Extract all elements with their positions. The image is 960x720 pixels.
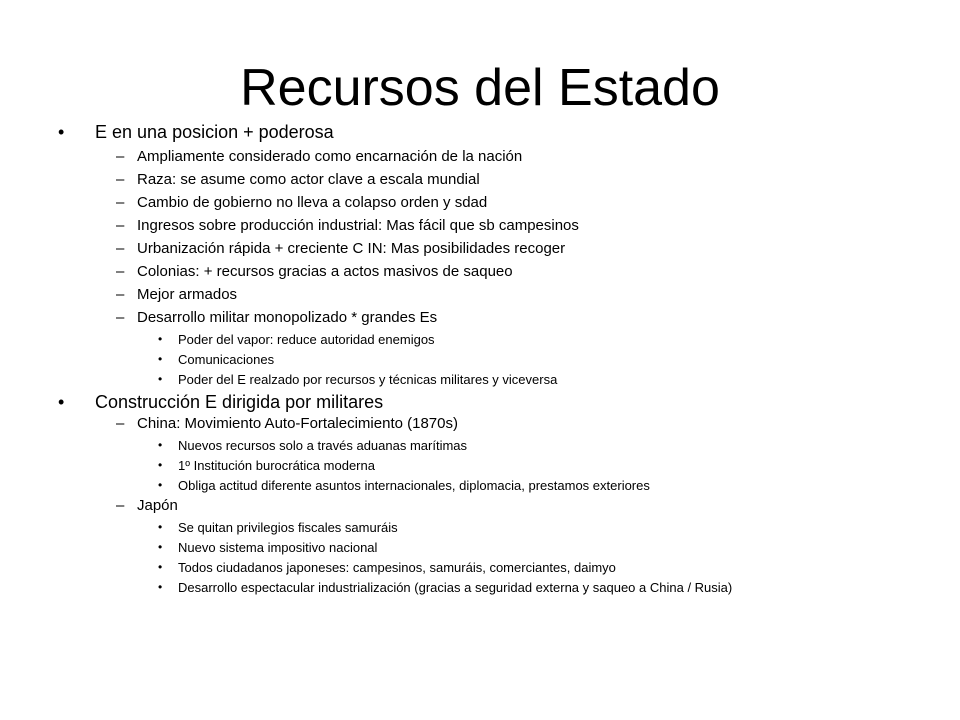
bullet-marker: • <box>158 352 163 366</box>
bullet-marker: • <box>158 458 163 472</box>
detail-item-text: 1º Institución burocrática moderna <box>178 458 375 473</box>
bullet-marker: • <box>158 478 163 492</box>
dash-marker: – <box>116 217 125 234</box>
slide-title: Recursos del Estado <box>240 59 720 117</box>
dash-marker: – <box>116 263 125 280</box>
detail-item-text: Nuevos recursos solo a través aduanas marítimas <box>178 438 468 453</box>
detail-item-text: Desarrollo espectacular industrialización (gracias a seguridad externa y saqueo a China / Rusia) <box>178 580 733 595</box>
sub-item-text: Urbanización rápida + creciente C IN: Mas posibilidades recoger <box>137 240 566 257</box>
detail-item-text: Se quitan privilegios fiscales samuráis <box>178 520 398 535</box>
bullet-text: E en una posicion + poderosa <box>95 122 334 142</box>
detail-item-text: Poder del E realzado por recursos y técnicas militares y viceversa <box>178 372 558 387</box>
sub-item-text: Ampliamente considerado como encarnación de la nación <box>137 148 523 165</box>
sub-item-text: Ingresos sobre producción industrial: Mas fácil que sb campesinos <box>137 217 579 234</box>
sub-item-text: China: Movimiento Auto-Fortalecimiento (1870s) <box>137 415 458 432</box>
dash-marker: – <box>116 497 125 514</box>
dash-marker: – <box>116 171 125 188</box>
dash-marker: – <box>116 194 125 211</box>
sub-item-text: Colonias: + recursos gracias a actos masivos de saqueo <box>137 263 513 280</box>
detail-item-text: Nuevo sistema impositivo nacional <box>178 540 378 555</box>
sub-item-text: Mejor armados <box>137 286 238 303</box>
sub-item-text: Japón <box>137 497 178 514</box>
dash-marker: – <box>116 240 125 257</box>
detail-item-text: Poder del vapor: reduce autoridad enemigos <box>178 332 435 347</box>
bullet-marker: • <box>58 122 65 142</box>
bullet-marker: • <box>158 540 163 554</box>
bullet-marker: • <box>158 372 163 386</box>
bullet-marker: • <box>158 580 163 594</box>
bullet-marker: • <box>58 392 65 412</box>
detail-item-text: Comunicaciones <box>178 352 275 367</box>
bullet-marker: • <box>158 438 163 452</box>
bullet-text: Construcción E dirigida por militares <box>95 392 384 412</box>
detail-item-text: Todos ciudadanos japoneses: campesinos, samuráis, comerciantes, daimyo <box>178 560 616 575</box>
bullet-marker: • <box>158 520 163 534</box>
sub-item-text: Cambio de gobierno no lleva a colapso orden y sdad <box>137 194 488 211</box>
dash-marker: – <box>116 148 125 165</box>
bullet-marker: • <box>158 560 163 574</box>
dash-marker: – <box>116 309 125 326</box>
bullet-marker: • <box>158 332 163 346</box>
detail-item-text: Obliga actitud diferente asuntos internacionales, diplomacia, prestamos exteriores <box>178 478 650 493</box>
dash-marker: – <box>116 415 125 432</box>
sub-item-text: Raza: se asume como actor clave a escala mundial <box>137 171 480 188</box>
dash-marker: – <box>116 286 125 303</box>
sub-item-text: Desarrollo militar monopolizado * grandes Es <box>137 309 438 326</box>
